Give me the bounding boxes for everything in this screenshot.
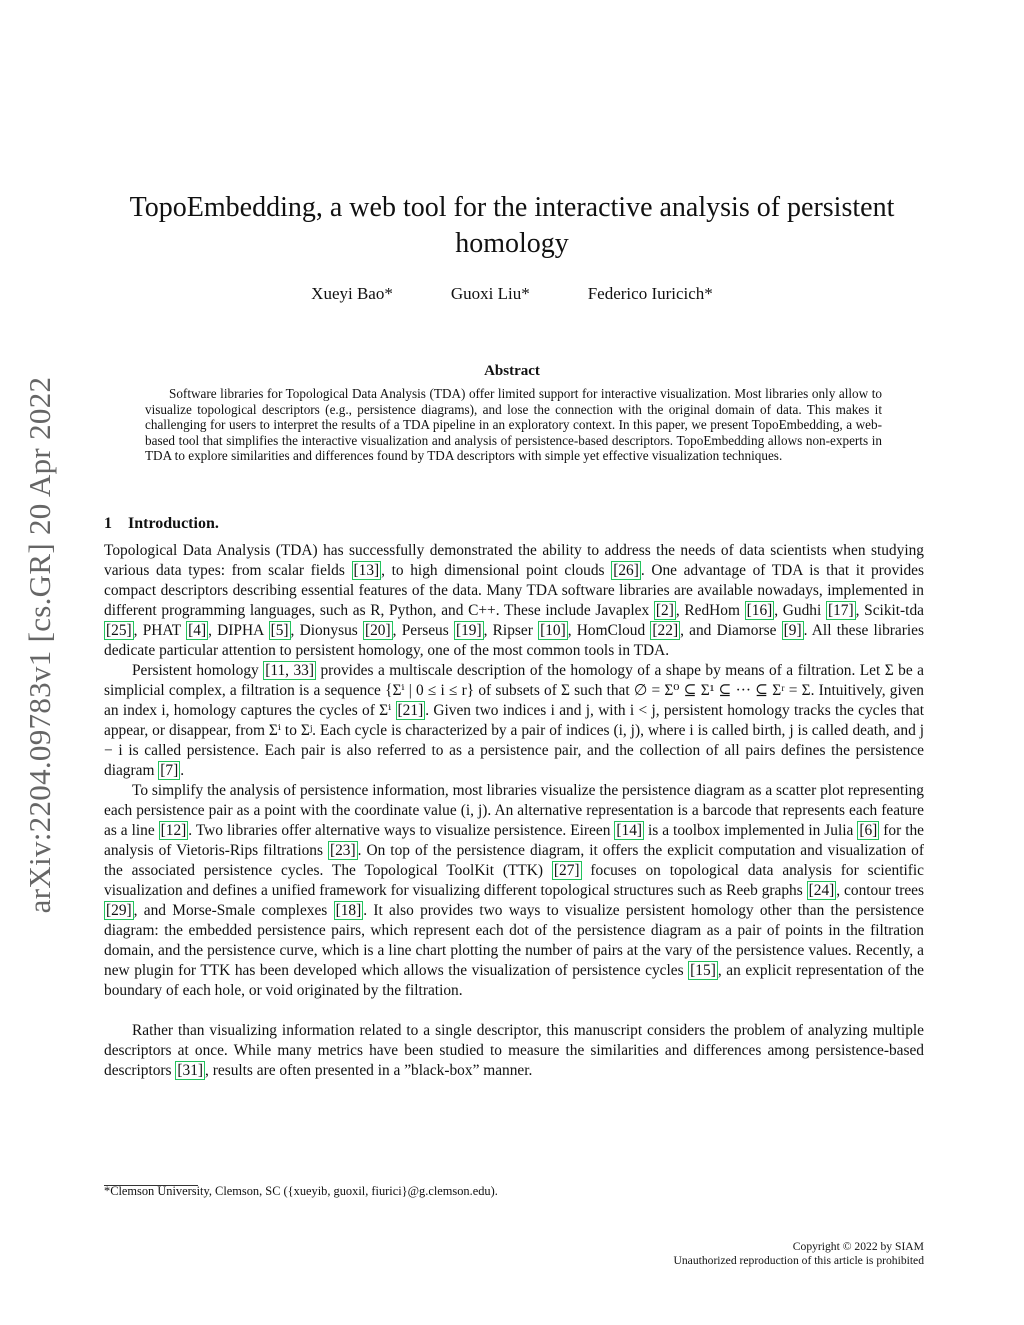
- section-heading: [104, 515, 219, 533]
- paragraph-text: provides a multiscale description of the homology of a shape by means of a filtration. Let Σ be a simplicial complex, a filtration is a sequence {Σⁱ | 0 ≤ i ≤ r} of subsets of Σ such that ∅ = Σ⁰ ⊆ Σ¹ ⊆ ··· ⊆ Σʳ = Σ. Intuitively, given an index i, homology captures the cycles of Σⁱ: [104, 662, 925, 719]
- citation-link[interactable]: [27]: [553, 862, 580, 879]
- citation-link[interactable]: [10]: [540, 622, 566, 639]
- abstract-heading: Abstract: [484, 363, 540, 379]
- copyright-line: Copyright © 2022 by SIAM: [792, 1240, 924, 1253]
- paragraph-text: for the analysis of Vietoris-Rips filtrations: [104, 822, 925, 859]
- citation-link[interactable]: [31]: [177, 1062, 204, 1079]
- reproduction-notice: Unauthorized reproduction of this article is prohibited: [673, 1254, 924, 1267]
- paragraph-text: , an explicit representation of the boundary of each hole, or void originated by the filtration.: [104, 962, 924, 999]
- citation-link[interactable]: [9]: [783, 622, 802, 639]
- section-title: Introduction.: [128, 515, 219, 532]
- paragraph-1: [104, 541, 924, 661]
- section-number: 1: [104, 515, 112, 532]
- citation-link[interactable]: [26]: [613, 562, 639, 579]
- citation-link[interactable]: [14]: [616, 822, 643, 839]
- paragraph-text: , Ripser: [483, 622, 539, 639]
- paragraph-text: . One advantage of TDA is that it provides compact descriptors describing essential features of the data. Many TDA software libraries are available nowadays, implemented in different programming languages, such as R, Python, and C++. These include Javaplex: [104, 562, 924, 619]
- paragraph-text: , Dionysus: [290, 622, 363, 639]
- paragraph-3: [104, 781, 924, 1001]
- arxiv-sidebar: [18, 350, 62, 940]
- paragraph-text: , and Diamorse: [680, 622, 782, 639]
- paragraph-4: [104, 1021, 924, 1081]
- citation-link[interactable]: [21]: [397, 702, 424, 719]
- paragraph-text: . All these libraries dedicate particular attention to persistent homology, one of the most common tools in TDA.: [104, 622, 924, 659]
- citation-link[interactable]: [18]: [335, 902, 362, 919]
- citation-link[interactable]: [20]: [364, 622, 391, 639]
- citation-link[interactable]: [19]: [455, 622, 482, 639]
- paragraph-text: . On top of the persistence diagram, it offers the explicit computation and visualization of the associated persistence cycles. The Topological ToolKit (TTK): [104, 842, 924, 879]
- copyright-block: [674, 1240, 924, 1268]
- citation-link[interactable]: [17]: [827, 602, 854, 619]
- paragraph-text: , Perseus: [392, 622, 454, 639]
- author-1: Xueyi Bao*: [311, 284, 393, 303]
- paragraph-text: focuses on topological data analysis for scientific visualization and defines a unified framework for visualizing different topological structures such as Reeb graphs: [104, 862, 924, 899]
- abstract-text: Software libraries for Topological Data Analysis (TDA) offer limited support for interactive visualization. Most libraries only allow to visualize topological descriptors (e.g., persistence diagrams), and lose the connection with the original domain of data. This makes it challenging for users to interpret the results of a TDA pipeline in an exploratory context. In this paper, we present TopoEmbedding, a web-based tool that simplifies the interactive visualization and analysis of persistence-based descriptors. TopoEmbedding allows non-experts in TDA to explore similarities and differences found by TDA descriptors with simple yet effective visualization techniques.: [145, 386, 882, 464]
- paragraph-text: , to high dimensional point clouds: [381, 562, 612, 579]
- paragraph-text: To simplify the analysis of persistence information, most libraries visualize the persistence diagram as a scatter plot representing each persistence pair as a point with the coordinate value (i, j). An alternative representation is a barcode that represents each feature as a line: [104, 782, 924, 839]
- citation-link[interactable]: [2]: [655, 602, 674, 619]
- paragraph-text: , results are often presented in a ”black-box” manner.: [205, 1062, 533, 1079]
- author-3: Federico Iuricich*: [587, 284, 713, 303]
- paragraph-text: , PHAT: [133, 622, 187, 639]
- paragraph-text: , HomCloud: [567, 622, 651, 639]
- citation-link[interactable]: [6]: [859, 822, 878, 839]
- citation-link[interactable]: [25]: [106, 622, 132, 639]
- paragraph-2: [104, 661, 924, 781]
- citation-link[interactable]: [7]: [160, 762, 179, 779]
- paragraph-text: , RedHom: [675, 602, 745, 619]
- paragraph-text: , DIPHA: [208, 622, 269, 639]
- paragraph-text: . Given two indices i and j, with i < j, persistent homology tracks the cycles that appear, or disappear, from Σⁱ to Σʲ. Each cycle is characterized by a pair of indices (i, j), where i is called birth, j is called death, and j − i is called persistence. Each pair is also referred to as a persistence pair, and the collection of all pairs defines the persistence diagram: [104, 702, 924, 779]
- paper-title: TopoEmbedding, a web tool for the interactive analysis of persistent homology: [129, 192, 895, 259]
- citation-link[interactable]: [22]: [652, 622, 679, 639]
- citation-link[interactable]: [4]: [188, 622, 207, 639]
- citation-link[interactable]: [16]: [746, 602, 773, 619]
- paragraph-text: . It also provides two ways to visualize persistent homology other than the persistence diagram: the embedded persistence pairs, which represent each dot of the persistence diagram as a pair of points in the filtration domain, and the persistence curve, which is a line chart plotting the number of pairs at the vary of the persistence values. Recently, a new plugin for TTK has been developed which allows the visualization of persistence cycles: [104, 902, 924, 979]
- paragraph-text: . Two libraries offer alternative ways to visualize persistence. Eireen: [188, 822, 615, 839]
- author-list: [100, 284, 924, 304]
- citation-link[interactable]: [23]: [329, 842, 356, 859]
- paragraph-text: is a toolbox implemented in Julia: [644, 822, 858, 839]
- paragraph-text: .: [180, 762, 185, 779]
- citation-link[interactable]: [15]: [690, 962, 716, 979]
- paragraph-text: , and Morse-Smale complexes: [133, 902, 334, 919]
- paragraph-text: , Gudhi: [774, 602, 826, 619]
- paragraph-text: Persistent homology: [132, 662, 264, 679]
- citation-link[interactable]: [12]: [160, 822, 187, 839]
- arxiv-identifier: arXiv:2204.09783v1 [cs.GR] 20 Apr 2022: [22, 376, 57, 914]
- author-2: Guoxi Liu*: [450, 284, 530, 303]
- paragraph-text: , contour trees: [836, 882, 925, 899]
- citation-link[interactable]: [24]: [808, 882, 835, 899]
- citation-link[interactable]: [5]: [270, 622, 289, 639]
- footnote: *Clemson University, Clemson, SC ({xueyib, guoxil, fiurici}@g.clemson.edu).: [104, 1184, 498, 1198]
- citation-link[interactable]: [29]: [106, 902, 132, 919]
- paragraph-text: , Scikit-tda: [855, 602, 924, 619]
- paragraph-text: Rather than visualizing information related to a single descriptor, this manuscript considers the problem of analyzing multiple descriptors at once. While many metrics have been studied to measure the similarities and differences among persistence-based descriptors: [104, 1022, 924, 1079]
- paragraph-text: Topological Data Analysis (TDA) has successfully demonstrated the ability to address the needs of data scientists when studying various data types: from scalar fields: [104, 542, 924, 579]
- citation-link[interactable]: [13]: [353, 562, 380, 579]
- citation-link[interactable]: [11, 33]: [265, 662, 314, 679]
- body-text: [104, 541, 924, 1081]
